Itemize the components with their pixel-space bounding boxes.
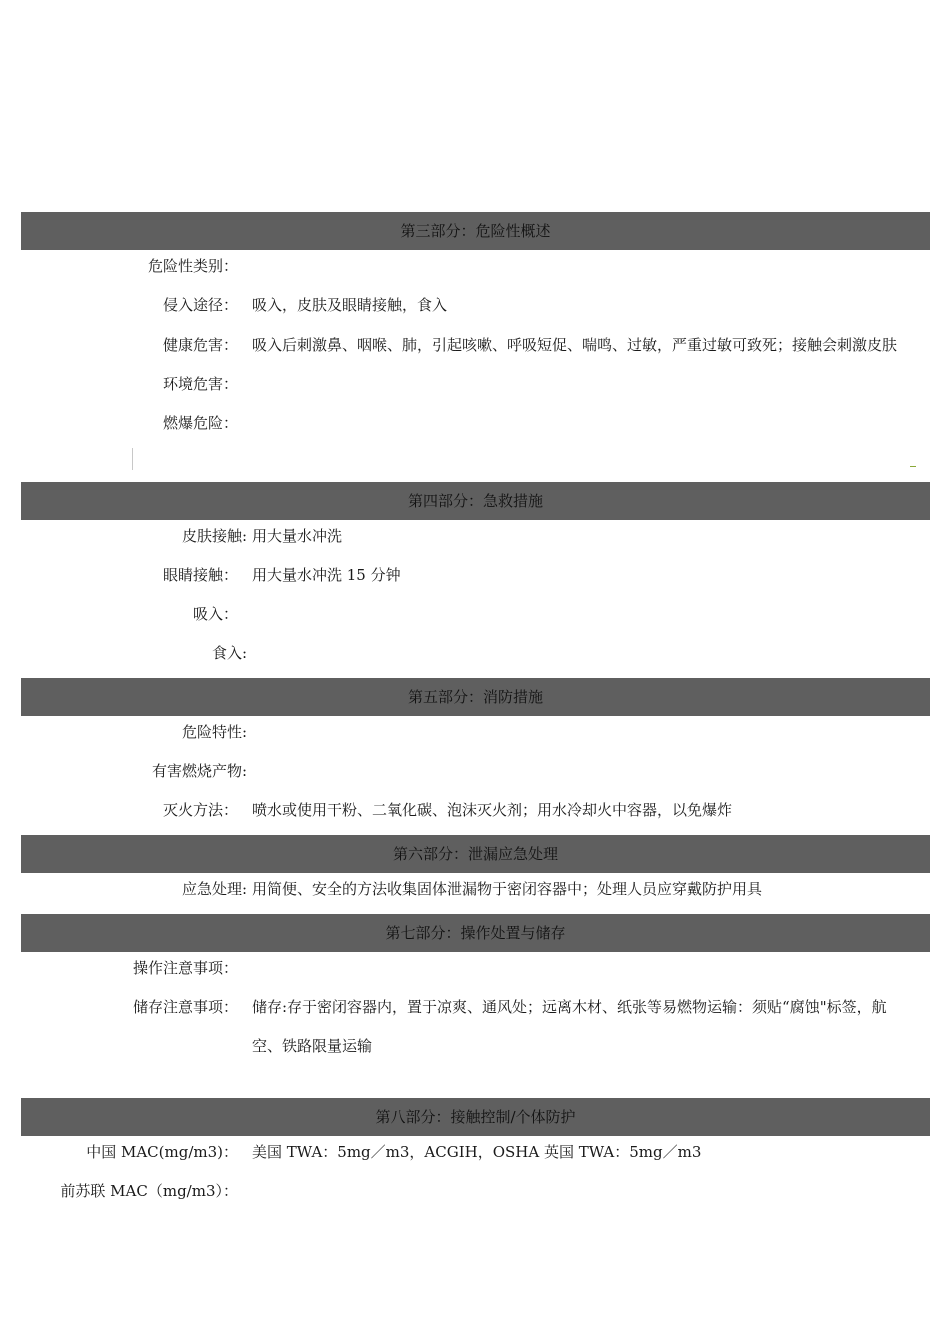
- field-value: 吸入后刺激鼻、咽喉、肺，引起咳嗽、呼吸短促、喘鸣、过敏，严重过敏可致死；接触会刺激皮肤: [252, 336, 898, 354]
- field-label: 眼睛接触：: [162, 566, 238, 584]
- field-value-continuation: 空、铁路限量运输: [252, 1037, 373, 1055]
- field-label: 灭火方法：: [162, 801, 238, 819]
- field-value: 喷水或使用干粉、二氧化碳、泡沫灭火剂；用水冷却火中容器，以免爆炸: [252, 801, 733, 819]
- field-label: 吸入：: [192, 605, 238, 623]
- field-row-continuation: [0, 1034, 950, 1058]
- decorative-mark: [910, 466, 916, 467]
- field-label: 应急处理:: [181, 880, 247, 898]
- field-label: 食入:: [211, 644, 247, 662]
- field-row: [0, 956, 950, 980]
- field-row: [0, 641, 950, 665]
- field-row: [0, 995, 950, 1019]
- field-row: [0, 563, 950, 587]
- section-header-exposure-control: 第八部分：接触控制/个体防护: [21, 1098, 930, 1136]
- field-value: 用大量水冲洗 15 分钟: [252, 566, 401, 584]
- text-cursor-line: [132, 448, 133, 470]
- section-header-first-aid: 第四部分：急救措施: [21, 482, 930, 520]
- field-label: 有害燃烧产物:: [151, 762, 247, 780]
- field-row: [0, 759, 950, 783]
- field-label: 皮肤接触:: [181, 527, 247, 545]
- field-row: [0, 602, 950, 626]
- field-value: 储存:存于密闭容器内，置于凉爽、通风处；远离木材、纸张等易燃物运输：须贴“腐蚀"标签，航: [252, 998, 887, 1016]
- field-row: [0, 1140, 950, 1164]
- field-row: [0, 798, 950, 822]
- field-row: [0, 411, 950, 435]
- section-header-hazard-overview: 第三部分：危险性概述: [21, 212, 930, 250]
- field-label: 储存注意事项：: [132, 998, 238, 1016]
- field-value: 用简便、安全的方法收集固体泄漏物于密闭容器中；处理人员应穿戴防护用具: [252, 880, 763, 898]
- field-label: 中国 MAC(mg/m3)：: [86, 1143, 238, 1161]
- section-header-spill-response: 第六部分：泄漏应急处理: [21, 835, 930, 873]
- section-header-handling-storage: 第七部分：操作处置与储存: [21, 914, 930, 952]
- field-label: 操作注意事项：: [132, 959, 238, 977]
- field-row: [0, 524, 950, 548]
- field-row: [0, 293, 950, 317]
- field-row: [0, 877, 950, 901]
- field-label: 燃爆危险：: [162, 414, 238, 432]
- field-row: [0, 333, 950, 357]
- field-row: [0, 254, 950, 278]
- field-label: 健康危害：: [162, 336, 238, 354]
- field-label: 危险性类别：: [147, 257, 238, 275]
- section-header-fire-fighting: 第五部分：消防措施: [21, 678, 930, 716]
- field-value: 美国 TWA：5mg／m3，ACGIH，OSHA 英国 TWA：5mg／m3: [252, 1143, 702, 1161]
- field-row: [0, 372, 950, 396]
- field-label: 环境危害：: [162, 375, 238, 393]
- field-value: 吸入，皮肤及眼睛接触，食入: [252, 296, 448, 314]
- field-label: 侵入途径：: [162, 296, 238, 314]
- field-label: 前苏联 MAC（mg/m3）：: [60, 1182, 238, 1200]
- field-value: 用大量水冲洗: [252, 527, 343, 545]
- field-row: [0, 720, 950, 744]
- field-row: [0, 1179, 950, 1203]
- field-label: 危险特性:: [181, 723, 247, 741]
